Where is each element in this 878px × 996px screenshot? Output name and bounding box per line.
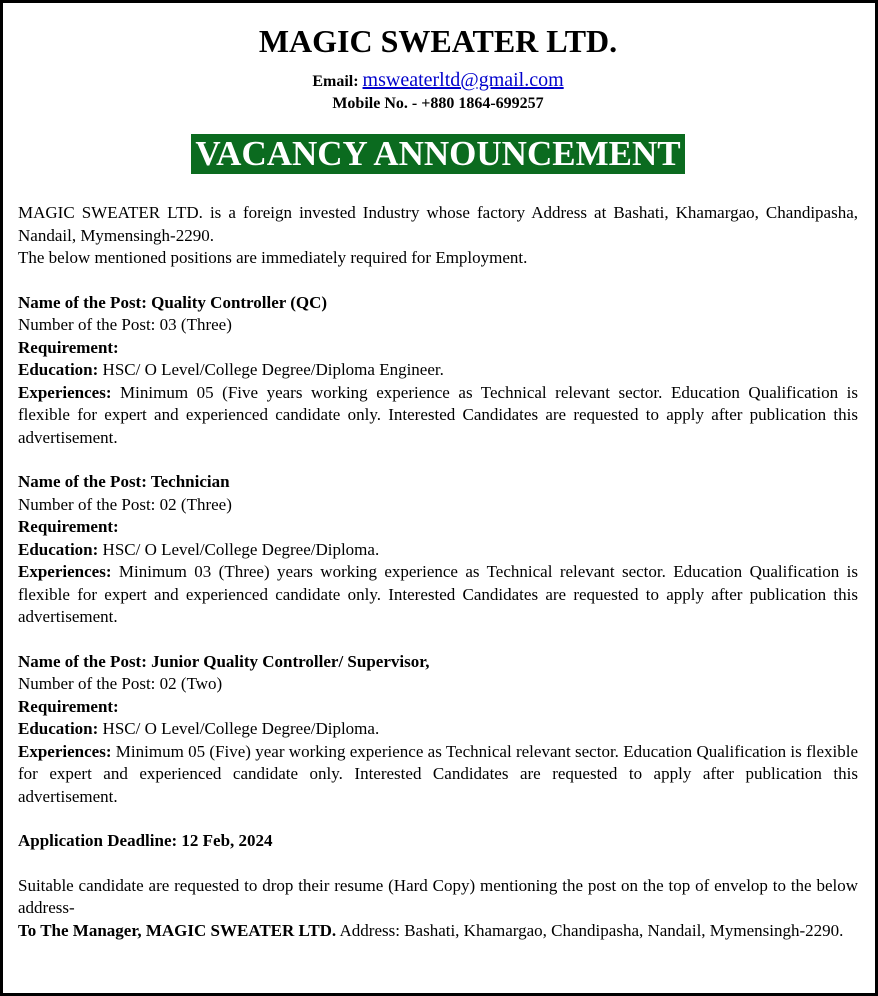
experience-label: Experiences: [18,741,112,761]
post-section [18,471,858,629]
intro-line-2: The below mentioned positions are immediately required for Employment. [18,248,528,267]
mobile-line: Mobile No. - +880 1864-699257 [332,95,544,112]
address-label: To The Manager, MAGIC SWEATER LTD. [18,920,337,940]
vacancy-banner: VACANCY ANNOUNCEMENT [191,134,684,174]
requirement-heading: Requirement: [18,337,119,357]
application-deadline: Application Deadline: 12 Feb, 2024 [18,831,273,850]
post-section [18,651,858,809]
post-title: Name of the Post: Technician [18,472,230,491]
experience-text: Minimum 05 (Five years working experience as Technical relevant sector. Education Qualification is flexible for expert and experienced candidate only. Interested Candidates are requested to apply after publication this advertisement. [18,382,858,447]
post-number: Number of the Post: 03 (Three) [18,315,232,334]
education-text: HSC/ O Level/College Degree/Diploma Engineer. [98,360,444,379]
requirement-heading: Requirement: [18,517,119,536]
experience-text: Minimum 05 (Five) year working experience as Technical relevant sector. Education Qualification is flexible for expert and experienced candidate only. Interested Candidates are requested to apply after publication this advertisement. [18,741,858,806]
address-line [18,920,858,943]
education-text: HSC/ O Level/College Degree/Diploma. [98,539,380,559]
intro [18,202,858,270]
education-line [18,718,858,741]
banner-wrap [18,134,858,174]
experience-text: Minimum 03 (Three) years working experience as Technical relevant sector. Education Qualification is flexible for expert and experienced candidate only. Interested Candidates are requested to apply after publication this advertisement. [18,562,858,626]
closing-section [18,875,858,943]
post-title: Name of the Post: Quality Controller (QC) [18,292,328,312]
post-number: Number of the Post: 02 (Two) [18,674,223,693]
experience-label: Experiences: [18,562,112,581]
experience-line [18,382,858,450]
post-number: Number of the Post: 02 (Three) [18,494,232,514]
requirement-heading: Requirement: [18,696,119,716]
email-line [18,69,858,93]
post-section [18,292,858,450]
address-text: Address: Bashati, Khamargao, Chandipasha, Nandail, Mymensingh-2290. [336,920,844,940]
post-title: Name of the Post: Junior Quality Controller/ Supervisor, [18,651,430,671]
experience-line [18,741,858,809]
education-label: Education: [18,360,99,379]
experience-line [18,561,858,629]
education-line [18,539,858,562]
education-label: Education: [18,719,99,738]
education-label: Education: [18,539,99,559]
closing-instruction: Suitable candidate are requested to drop their resume (Hard Copy) mentioning the post on the top of envelop to the below address- [18,875,858,917]
experience-label: Experiences: [18,382,112,402]
education-text: HSC/ O Level/College Degree/Diploma. [98,719,380,738]
company-name: MAGIC SWEATER LTD. [258,23,618,59]
intro-line-1: MAGIC SWEATER LTD. is a foreign invested Industry whose factory Address at Bashati, Khamargao, Chandipasha, Nandail, Mymensingh-2290. [18,203,858,245]
email-label: Email: [312,73,359,90]
deadline-section [18,830,858,853]
education-line [18,359,858,382]
email-link[interactable]: msweaterltd@gmail.com [362,69,564,91]
